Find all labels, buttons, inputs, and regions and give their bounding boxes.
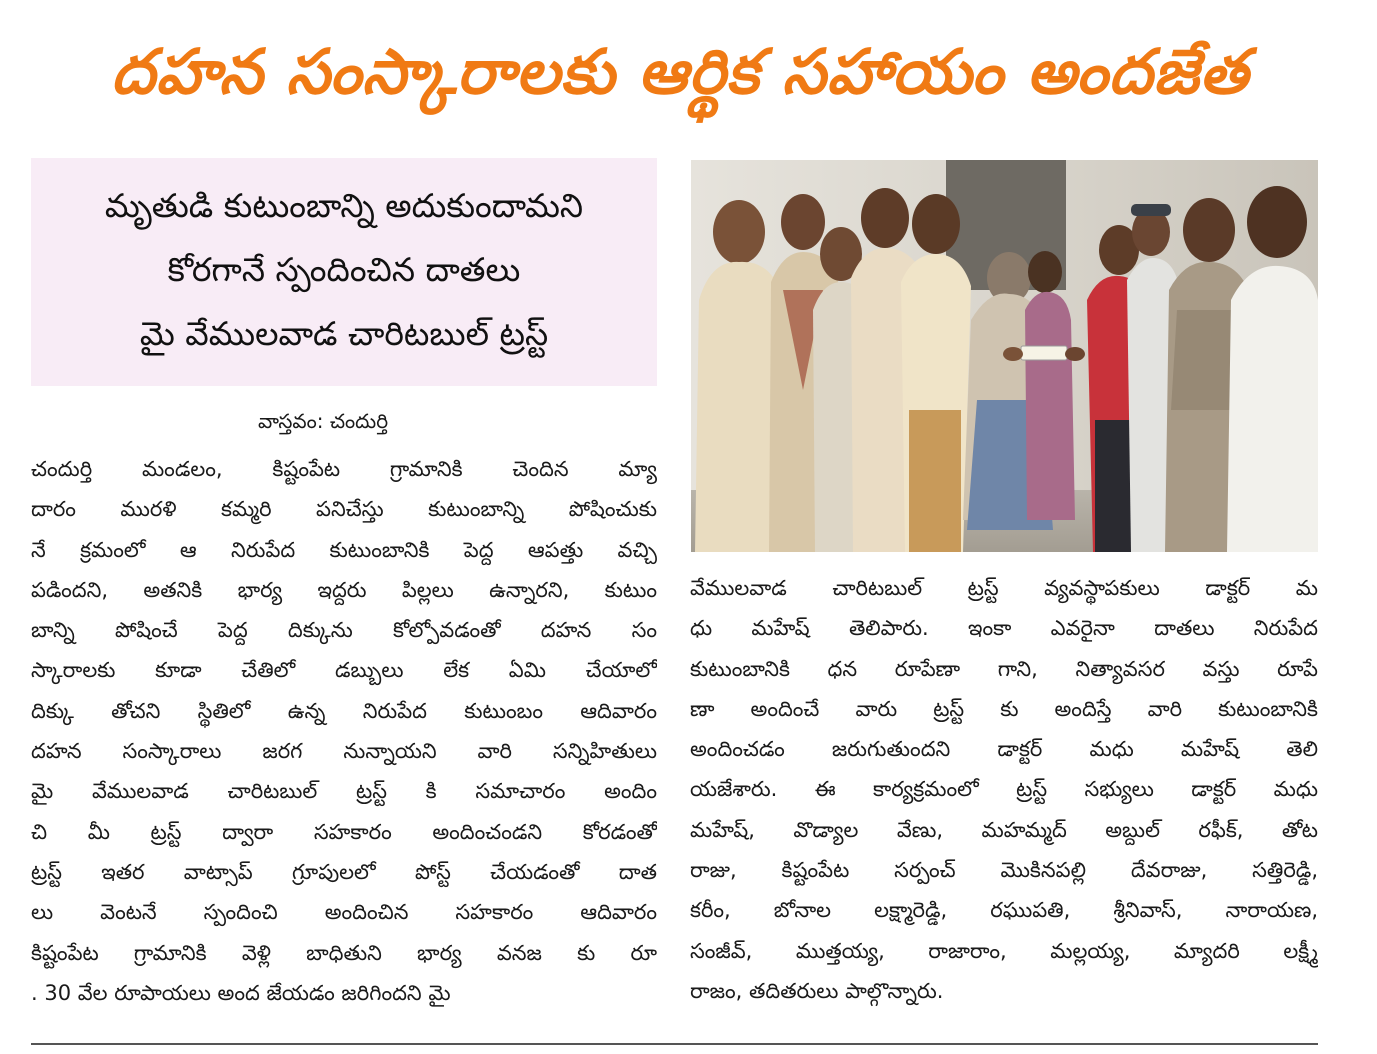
article-line: సంజీవ్, ముత్తయ్య, రాజారాం, మల్లయ్య, మ్యాదరి లక్ష్మీ: [690, 938, 1318, 963]
article-line: కరీం, బోనాల లక్ష్మారెడ్డి, రఘుపతి, శ్రీనివాస్, నారాయణ,: [690, 898, 1318, 923]
subheadline-line: మృతుడి కుటుంబాన్ని అదుకుందామని: [104, 186, 584, 225]
article-line: ణా అందించే వారు ట్రస్ట్ కు అందిస్తే వారి కుటుంబానికి: [690, 696, 1318, 721]
subheadline-line: కోరగానే స్పందించిన దాతలు: [167, 250, 521, 289]
article-line: . 30 వేల రూపాయలు అంద జేయడం జరిగిందని మై: [31, 980, 451, 1005]
article-line: చందుర్తి మండలం, కిష్టంపేట గ్రామానికి చెందిన మ్యా: [31, 457, 657, 481]
article-line: దిక్కు తోచని స్థితిలో ఉన్న నిరుపేద కుటుంబం ఆదివారం: [31, 698, 657, 723]
bottom-rule: [31, 1043, 1318, 1045]
article-column-left: [31, 449, 657, 1013]
news-photo-group-icon: [691, 160, 1318, 552]
article-line: లు వెంటనే స్పందించి అందించిన సహకారం ఆదివారం: [31, 900, 657, 925]
article-line: కిష్టంపేట గ్రామానికి వెళ్లి బాధితుని భార్య వనజ కు రూ: [31, 940, 657, 965]
article-line: రాజం, తదితరులు పాల్గొన్నారు.: [690, 978, 944, 1003]
article-line: ట్రస్ట్ ఇతర వాట్సాప్ గ్రూపులలో పోస్ట్ చేయడంతో దాత: [31, 859, 657, 884]
article-line: యజేశారు. ఈ కార్యక్రమంలో ట్రస్ట్ సభ్యులు డాక్టర్ మధు: [690, 777, 1318, 802]
article-line: స్కారాలకు కూడా చేతిలో డబ్బులు లేక ఏమి చేయాలో: [31, 658, 657, 683]
article-line: దారం మురళి కమ్మరి పనిచేస్తు కుటుంబాన్ని పోషించుకు: [31, 497, 657, 522]
article-line: ధు మహేష్ తెలిపారు. ఇంకా ఎవరైనా దాతలు నిరుపేద: [690, 616, 1318, 641]
article-line: రాజు, కిష్టంపేట సర్పంచ్ మొకినపల్లి దేవరాజు, సత్తిరెడ్డి,: [690, 858, 1318, 883]
news-photo: [691, 160, 1318, 552]
article-line: బాన్ని పోషించే పెద్ద దిక్కును కోల్పోవడంతో దహన సం: [31, 618, 657, 643]
headline: దహన సంస్కారాలకు ఆర్థిక సహాయం అందజేత: [111, 35, 1249, 108]
article-line: చి మీ ట్రస్ట్ ద్వారా సహకారం అందించండని కోరడంతో: [31, 819, 657, 844]
article-line: నే క్రమంలో ఆ నిరుపేద కుటుంబానికి పెద్ద ఆపత్తు వచ్చి: [31, 537, 657, 562]
article-line: దహన సంస్కారాలు జరగ నున్నాయని వారి సన్నిహితులు: [31, 739, 657, 764]
dateline: వాస్తవం: చందుర్తి: [258, 409, 389, 433]
article-line: కుటుంబానికి ధన రూపేణా గాని, నిత్యావసర వస్తు రూపే: [690, 656, 1318, 681]
article-line: వేములవాడ చారిటబుల్ ట్రస్ట్ వ్యవస్థాపకులు డాక్టర్ మ: [690, 576, 1318, 600]
subheadline-box: [31, 158, 657, 386]
article-line: పడిందని, అతనికి భార్య ఇద్దరు పిల్లలు ఉన్నారని, కుటుం: [31, 577, 657, 602]
article-line: మహేష్, వొడ్యాల వేణు, మహమ్మద్ అబ్దుల్ రఫీక్, తోట: [690, 817, 1318, 842]
article-line: అందించడం జరుగుతుందని డాక్టర్ మధు మహేష్ తెలి: [690, 737, 1318, 762]
article-line: మై వేములవాడ చారిటబుల్ ట్రస్ట్ కి సమాచారం అందిం: [31, 779, 657, 804]
article-column-right: [690, 568, 1318, 1011]
subheadline-line: మై వేములవాడ చారిటబుల్ ట్రస్ట్: [139, 314, 549, 353]
